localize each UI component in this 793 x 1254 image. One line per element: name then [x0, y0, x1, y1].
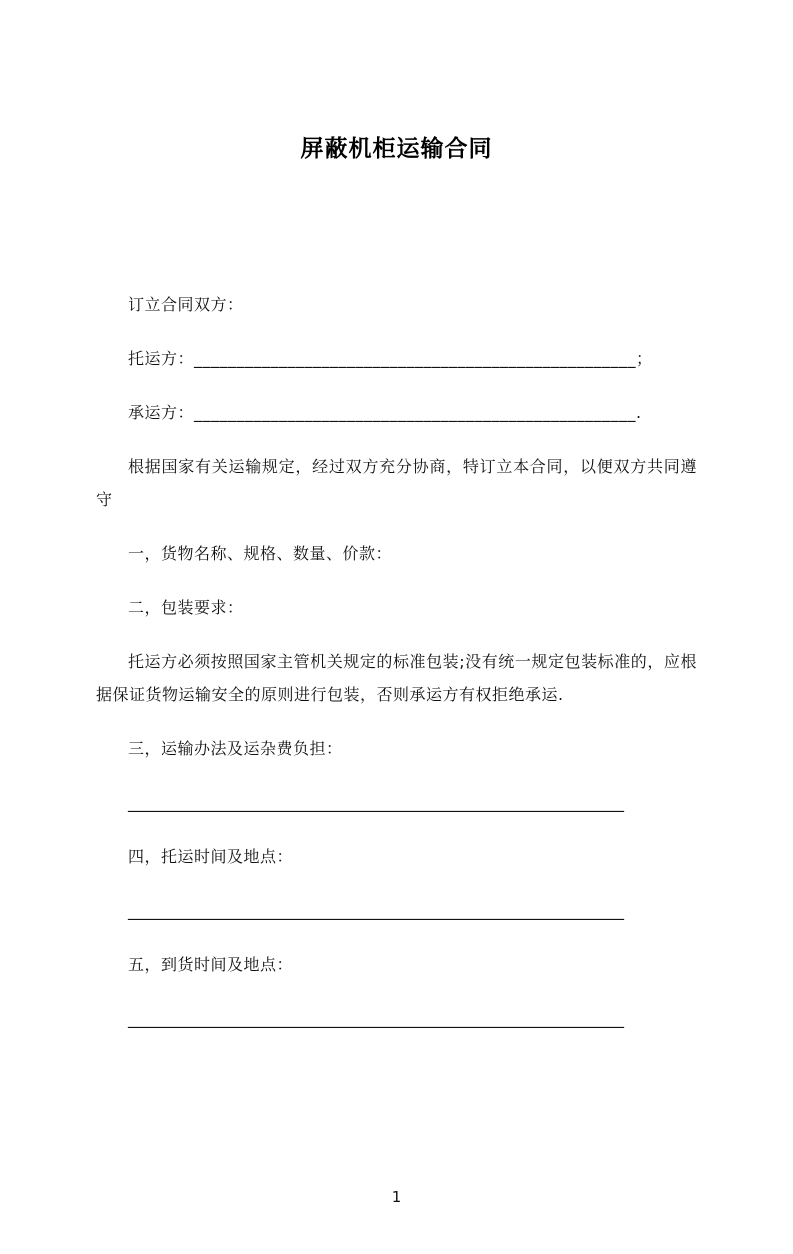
blank-fill-line-2: ______________________________________________________________	[128, 901, 624, 920]
clause-2-heading: 二，包装要求：	[128, 598, 244, 617]
page-number: 1	[391, 1188, 402, 1206]
clause-4-heading: 四，托运时间及地点：	[128, 847, 294, 866]
clause-2-body: 托运方必须按照国家主管机关规定的标准包装;没有统一规定包装标准的，应根据保证货物运输安全的原则进行包装，否则承运方有权拒绝承运.	[96, 652, 697, 704]
blank-fill-line-1: ______________________________________________________________	[128, 793, 624, 812]
carrier-fill-in-line: 承运方：____________________________________________________.	[128, 403, 642, 422]
shipper-fill-in-line: 托运方：____________________________________________________；	[128, 349, 653, 368]
contract-document-page	[0, 132, 793, 1254]
paragraph-preamble: 根据国家有关运输规定，经过双方充分协商，特订立本合同，以便双方共同遵守	[96, 457, 697, 509]
clause-5-heading: 五，到货时间及地点：	[128, 955, 294, 974]
clause-1-heading: 一，货物名称、规格、数量、价款：	[128, 544, 393, 563]
clause-3-heading: 三，运输办法及运杂费负担：	[128, 739, 343, 758]
paragraph-parties-intro: 订立合同双方：	[128, 295, 244, 314]
blank-fill-line-3: ______________________________________________________________	[128, 1009, 624, 1028]
page-title: 屏蔽机柜运输合同	[300, 136, 493, 162]
